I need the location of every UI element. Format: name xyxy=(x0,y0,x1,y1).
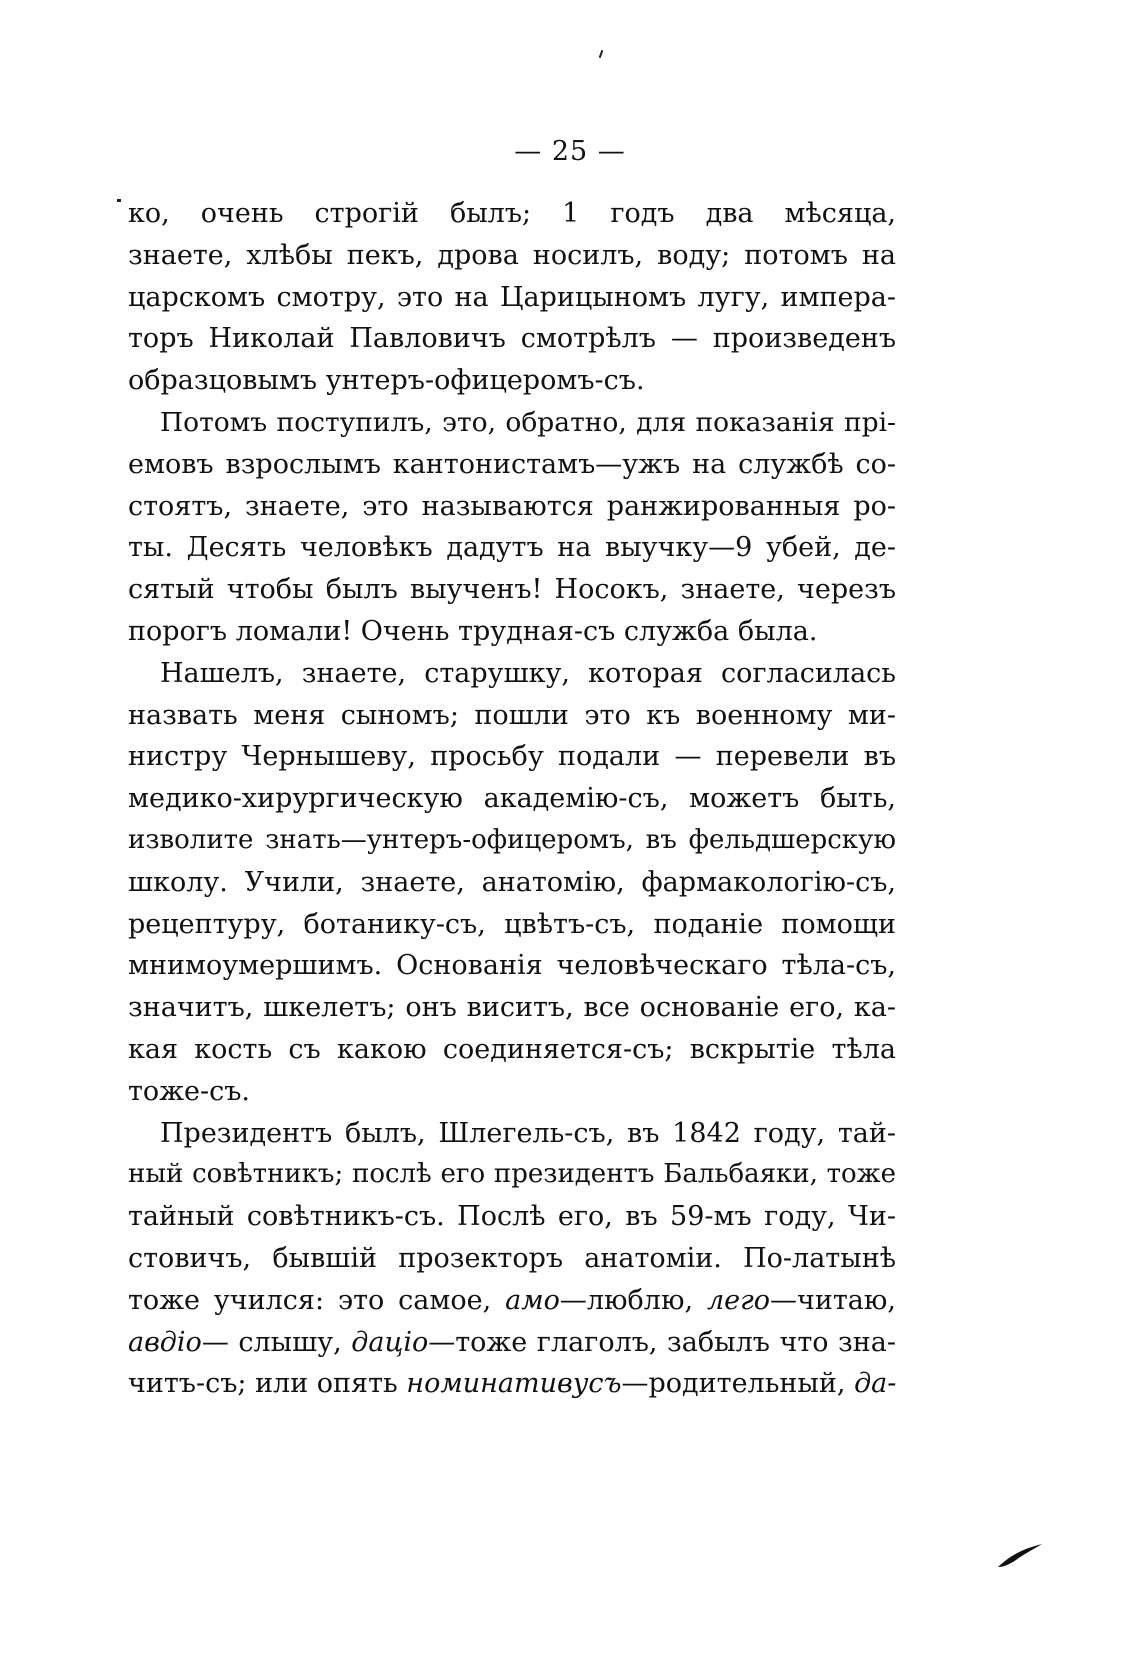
latin-word: амо xyxy=(505,1284,560,1316)
text-line: ный совѣтникъ; послѣ его президентъ Бальбаяки, тоже xyxy=(128,1159,896,1190)
text-line: емовъ взрослымъ кантонистамъ—ужъ на службѣ со- xyxy=(128,448,896,480)
page-number: — 25 — xyxy=(514,136,626,167)
text-line: школу. Учили, знаете, анатомію, фармакологію-съ, xyxy=(128,866,896,898)
text-line: Потомъ поступилъ, это, обратно, для показанія прі- xyxy=(160,406,896,438)
text-line: рецептуру, ботанику-съ, цвѣтъ-съ, поданіе помощи xyxy=(128,908,896,940)
text-line: торъ Николай Павловичъ смотрѣлъ — произведенъ xyxy=(128,323,896,355)
latin-word: номинативусъ xyxy=(406,1368,622,1400)
latin-word: авдіо xyxy=(128,1326,202,1358)
text-run: —люблю, xyxy=(559,1284,707,1316)
text-run: — слышу, xyxy=(201,1326,352,1358)
text-line: значитъ, шкелетъ; онъ виситъ, все основаніе его, ка- xyxy=(128,992,896,1024)
text-line: назвать меня сыномъ; пошли это къ военному ми- xyxy=(128,699,896,731)
ink-speck xyxy=(117,199,121,202)
text-line: изволите знать—унтеръ-офицеромъ, въ фельдшерскую xyxy=(128,824,896,855)
text-line: царскомъ смотру, это на Царицыномъ лугу, импера- xyxy=(128,281,896,313)
text-line: Нашелъ, знаете, старушку, которая согласилась xyxy=(160,657,896,689)
latin-word: да- xyxy=(854,1368,897,1400)
ink-blot-icon xyxy=(996,1540,1046,1570)
text-line: тоже-съ. xyxy=(128,1075,251,1107)
text-line xyxy=(128,1363,896,1405)
text-line: порогъ ломали! Очень трудная-съ служба была. xyxy=(128,615,818,647)
text-line: стовичъ, бывшій прозекторъ анатоміи. По-латынѣ xyxy=(128,1242,896,1274)
body-text xyxy=(128,193,896,1405)
text-line: знаете, хлѣбы пекъ, дрова носилъ, воду; потомъ на xyxy=(128,239,896,271)
text-line: медико-хирургическую академію-съ, можетъ быть, xyxy=(128,783,896,815)
text-line: образцовымъ унтеръ-офицеромъ-съ. xyxy=(128,365,645,397)
text-line: ко, очень строгій былъ; 1 годъ два мѣсяца, xyxy=(128,198,896,229)
latin-word: лего xyxy=(706,1284,771,1316)
text-line: стоятъ, знаете, это называются ранжированныя ро- xyxy=(128,490,896,522)
text-line: сятый чтобы былъ выученъ! Носокъ, знаете, черезъ xyxy=(128,574,896,606)
ink-speck xyxy=(599,50,604,58)
text-line: нистру Чернышеву, просьбу подали — перевели въ xyxy=(128,741,896,773)
text-line xyxy=(128,1280,896,1322)
latin-word: даціо xyxy=(351,1326,429,1358)
text-line: тайный совѣтникъ-съ. Послѣ его, въ 59-мъ году, Чи- xyxy=(128,1201,896,1233)
text-line: ты. Десять человѣкъ дадутъ на выучку—9 убей, де- xyxy=(128,532,896,564)
text-run: читъ-съ; или опять xyxy=(128,1368,407,1400)
text-run: —тоже глаголъ, забылъ что зна- xyxy=(428,1326,897,1358)
text-line: кая кость съ какою соединяется-съ; вскрытіе тѣла xyxy=(128,1033,896,1065)
text-run: тоже учился: это самое, xyxy=(128,1284,506,1316)
text-line xyxy=(128,1322,896,1364)
text-line: Президентъ былъ, Шлегель-съ, въ 1842 году, тай- xyxy=(160,1117,896,1149)
text-run: —читаю, xyxy=(770,1284,896,1316)
text-run: —родительный, xyxy=(621,1368,855,1400)
text-line: мнимоумершимъ. Основанія человѣческаго тѣла-съ, xyxy=(128,950,896,982)
